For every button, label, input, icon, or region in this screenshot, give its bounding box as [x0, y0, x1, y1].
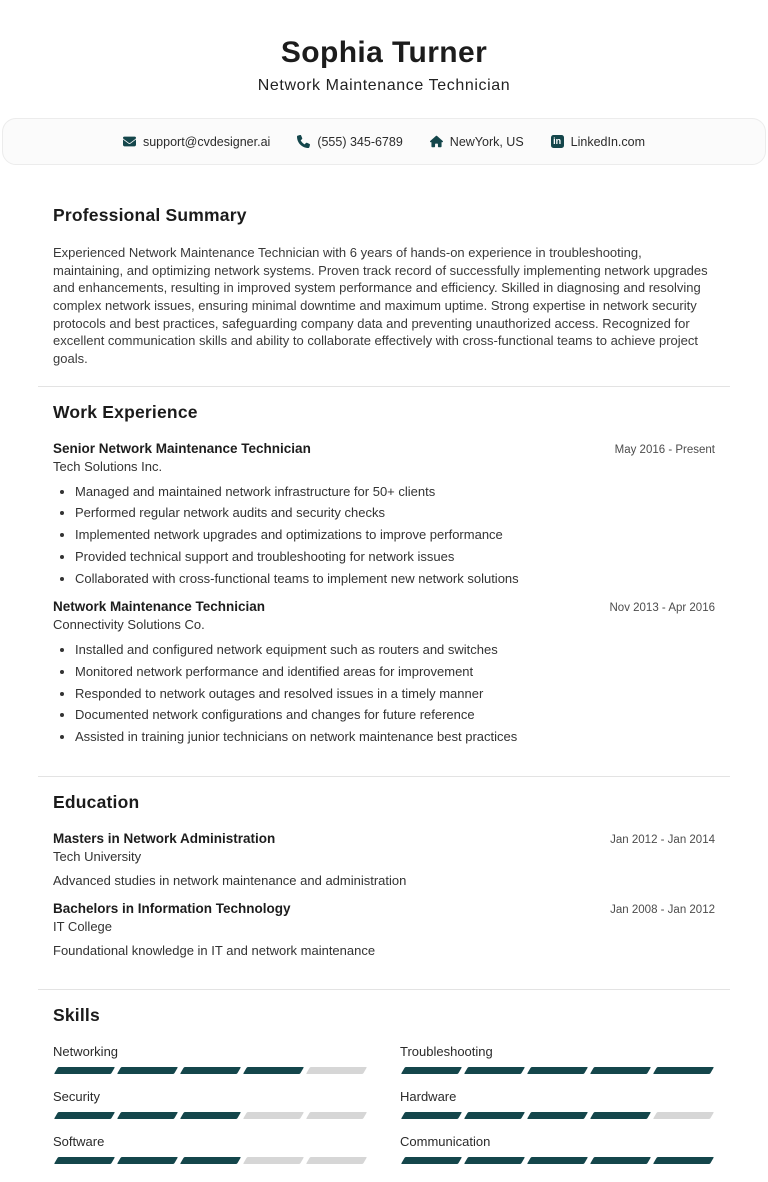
education-header	[53, 831, 715, 846]
skill-bar-segment	[653, 1112, 714, 1119]
contact-bar	[2, 118, 766, 165]
skill-bar-segment	[117, 1067, 178, 1074]
job-bullet: • Implemented network upgrades and optimizations to improve performance	[75, 526, 715, 543]
education-dates: Jan 2012 - Jan 2014	[610, 833, 715, 846]
education-description: Advanced studies in network maintenance and administration	[53, 872, 407, 888]
job-dates: Nov 2013 - Apr 2016	[609, 602, 715, 615]
skill-level-bar	[53, 1157, 368, 1164]
job-entry	[53, 441, 715, 587]
candidate-title: Network Maintenance Technician	[257, 77, 511, 94]
job-bullets	[53, 483, 715, 587]
job-header	[53, 441, 715, 456]
job-bullet: • Installed and configured network equipment such as routers and switches	[75, 641, 715, 658]
contact-location-text: NewYork, US	[449, 134, 524, 149]
skill-name: Hardware	[400, 1088, 457, 1104]
envelope-icon	[123, 135, 136, 148]
education-header	[53, 901, 715, 916]
skill-bar-segment	[243, 1112, 304, 1119]
education-description: Foundational knowledge in IT and network maintenance	[53, 942, 376, 958]
skill-bar-segment	[54, 1067, 115, 1074]
skill-bar-segment	[306, 1157, 367, 1164]
education-degree: Masters in Network Administration	[53, 830, 276, 846]
skill-name: Troubleshooting	[400, 1043, 493, 1059]
contact-linkedin[interactable]	[551, 135, 645, 149]
job-bullet: • Responded to network outages and resolved issues in a timely manner	[75, 685, 715, 702]
job-header	[53, 599, 715, 614]
resume-header	[0, 0, 768, 95]
skill-bar-segment	[527, 1157, 588, 1164]
skill-bar-segment	[653, 1157, 714, 1164]
phone-icon	[297, 135, 310, 148]
section-education	[38, 776, 730, 989]
job-bullet: • Provided technical support and troubleshooting for network issues	[75, 548, 715, 565]
skill-name: Networking	[53, 1043, 119, 1059]
skill-bar-segment	[180, 1112, 241, 1119]
skills-grid	[53, 1044, 715, 1164]
skill-bar-segment	[464, 1067, 525, 1074]
job-dates: May 2016 - Present	[614, 443, 715, 456]
skill-level-bar	[400, 1112, 715, 1119]
skill-level-bar	[400, 1067, 715, 1074]
skill-item	[400, 1089, 715, 1119]
skill-bar-segment	[401, 1112, 462, 1119]
job-entry	[53, 599, 715, 745]
contact-email-text: support@cvdesigner.ai	[142, 134, 271, 149]
contact-location	[430, 135, 524, 149]
skill-item	[400, 1134, 715, 1164]
skill-bar-segment	[180, 1067, 241, 1074]
skill-bar-segment	[527, 1067, 588, 1074]
job-bullet: • Collaborated with cross-functional teams to implement new network solutions	[75, 570, 715, 587]
skill-bar-segment	[54, 1157, 115, 1164]
job-company: Tech Solutions Inc.	[53, 458, 163, 474]
skill-level-bar	[400, 1157, 715, 1164]
summary-text: Experienced Network Maintenance Technician with 6 years of hands-on experience in troubleshooting, maintaining, and optimizing network systems. Proven track record of successfully implementing network upgrades and enhancements, resulting in improved system performance and efficiency. Skilled in diagnosing and resolving complex network issues, ensuring minimal downtime and maximum uptime. Strong expertise in network security protocols and best practices, safeguarding company data and preventing unauthorized access. Recognized for excellent communication skills and ability to collaborate effectively with cross-functional teams to achieve project goals.	[53, 245, 708, 367]
education-entry	[53, 831, 715, 888]
education-entry	[53, 901, 715, 958]
skill-bar-segment	[180, 1157, 241, 1164]
skill-bar-segment	[117, 1112, 178, 1119]
skill-item	[53, 1089, 368, 1119]
skill-bar-segment	[243, 1157, 304, 1164]
skill-level-bar	[53, 1112, 368, 1119]
education-heading: Education	[53, 791, 140, 812]
skill-name: Communication	[400, 1133, 491, 1149]
skill-bar-segment	[464, 1157, 525, 1164]
skill-bar-segment	[590, 1067, 651, 1074]
skill-bar-segment	[306, 1067, 367, 1074]
job-bullet: • Documented network configurations and changes for future reference	[75, 706, 715, 723]
job-bullet: • Managed and maintained network infrastructure for 50+ clients	[75, 483, 715, 500]
contact-linkedin-text: LinkedIn.com	[570, 134, 646, 149]
candidate-name: Sophia Turner	[280, 36, 488, 69]
skill-bar-segment	[401, 1157, 462, 1164]
education-degree: Bachelors in Information Technology	[53, 900, 291, 916]
skill-name: Security	[53, 1088, 100, 1104]
summary-heading: Professional Summary	[53, 205, 247, 225]
home-icon	[430, 135, 443, 148]
section-skills	[38, 989, 730, 1182]
skill-bar-segment	[54, 1112, 115, 1119]
skill-item	[53, 1134, 368, 1164]
skill-bar-segment	[590, 1157, 651, 1164]
linkedin-icon: in	[551, 135, 564, 148]
skills-heading: Skills	[53, 1004, 100, 1025]
skill-item	[400, 1044, 715, 1074]
education-school: Tech University	[53, 848, 142, 864]
work-heading: Work Experience	[53, 401, 198, 422]
contact-email[interactable]	[123, 135, 270, 149]
skill-bar-segment	[527, 1112, 588, 1119]
skill-bar-segment	[243, 1067, 304, 1074]
job-title: Senior Network Maintenance Technician	[53, 440, 311, 456]
section-work-experience	[38, 386, 730, 776]
job-bullet: • Assisted in training junior technicians on network maintenance best practices	[75, 728, 715, 745]
job-bullets	[53, 641, 715, 745]
section-professional-summary	[38, 165, 730, 386]
skill-bar-segment	[464, 1112, 525, 1119]
skill-item	[53, 1044, 368, 1074]
skill-bar-segment	[653, 1067, 714, 1074]
skill-name: Software	[53, 1133, 105, 1149]
job-title: Network Maintenance Technician	[53, 599, 266, 615]
education-dates: Jan 2008 - Jan 2012	[610, 903, 715, 916]
job-bullet: • Performed regular network audits and security checks	[75, 504, 715, 521]
skill-level-bar	[53, 1067, 368, 1074]
contact-phone[interactable]	[297, 135, 402, 149]
education-school: IT College	[53, 918, 113, 934]
skill-bar-segment	[306, 1112, 367, 1119]
resume-body	[0, 165, 768, 1182]
skill-bar-segment	[401, 1067, 462, 1074]
skill-bar-segment	[117, 1157, 178, 1164]
job-company: Connectivity Solutions Co.	[53, 617, 205, 633]
job-bullet: • Monitored network performance and identified areas for improvement	[75, 663, 715, 680]
contact-phone-text: (555) 345-6789	[317, 134, 403, 149]
skill-bar-segment	[590, 1112, 651, 1119]
